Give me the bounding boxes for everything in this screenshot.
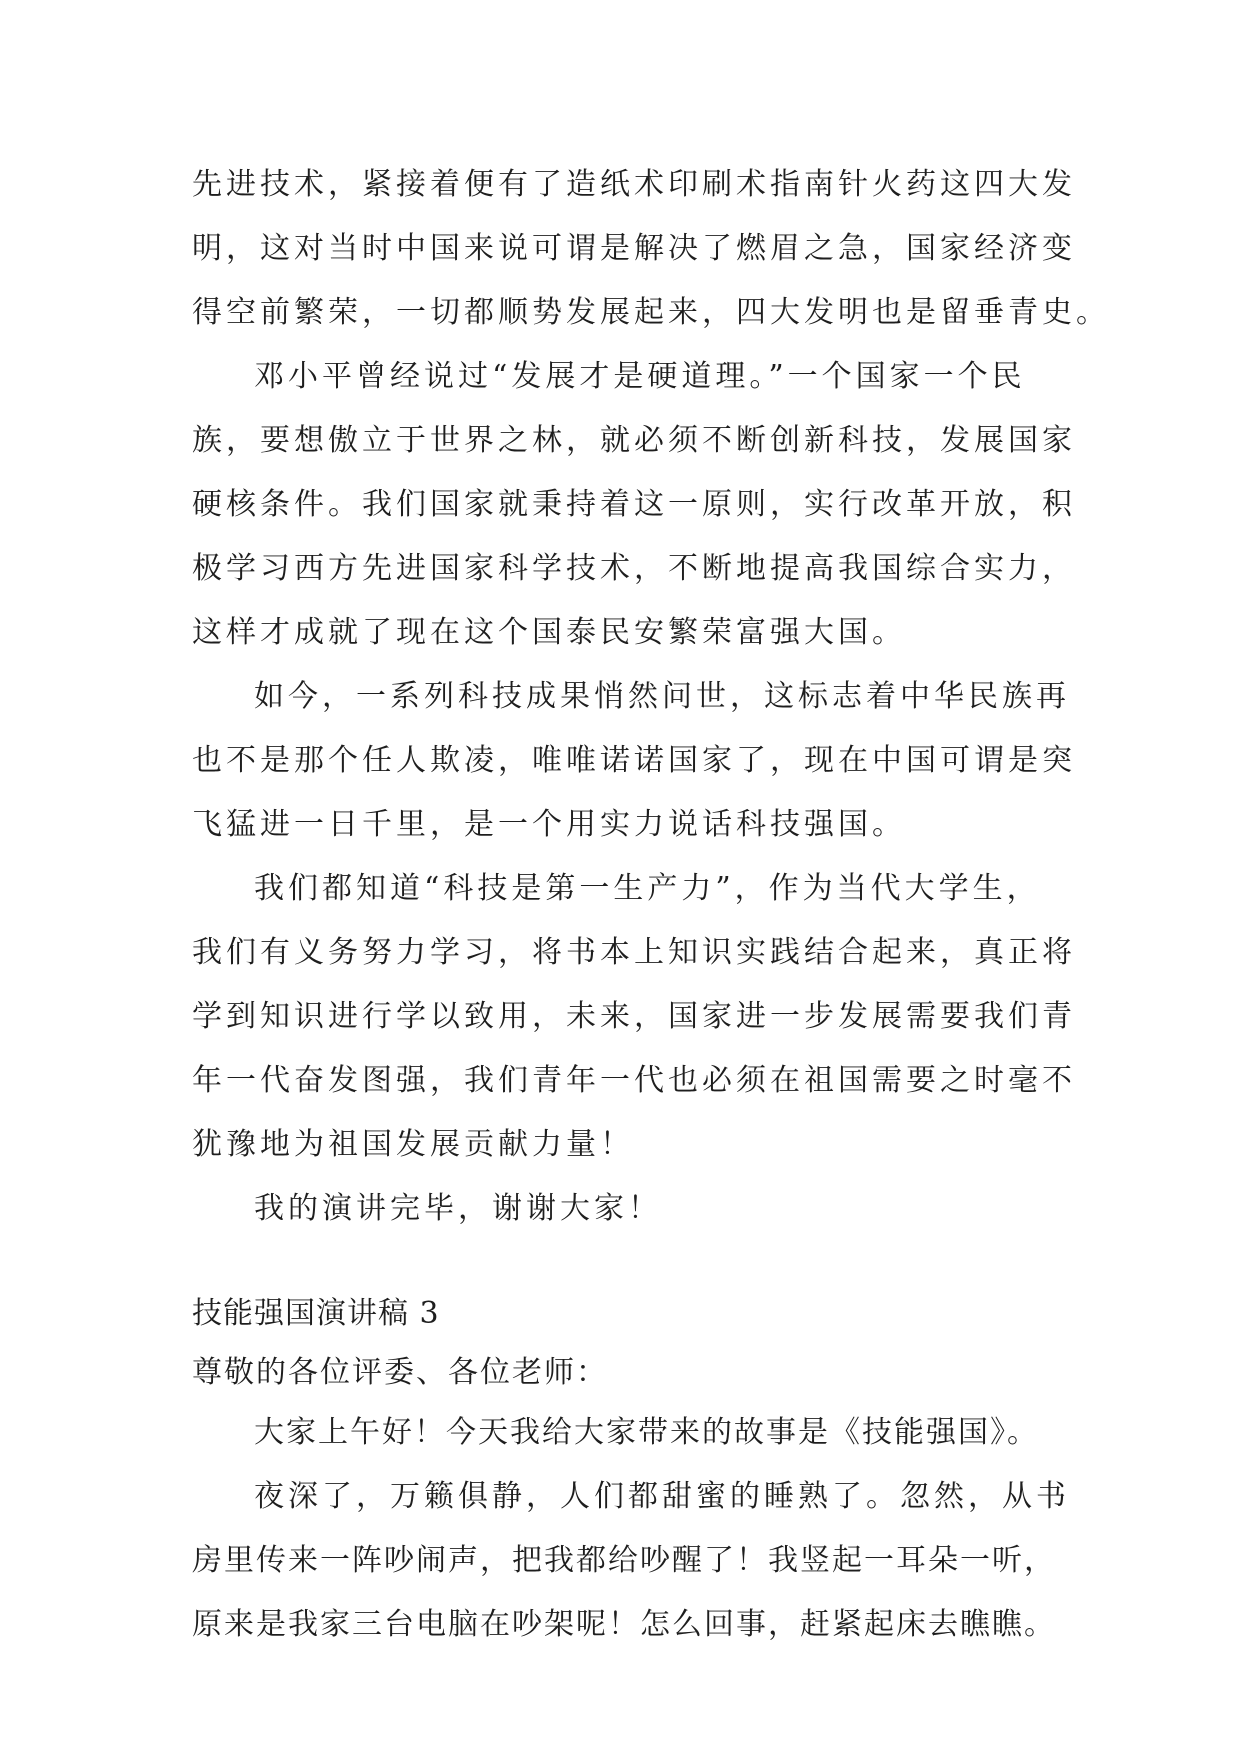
paragraph-2-line-5: 这样才成就了现在这个国泰民安繁荣富强大国。 — [192, 615, 906, 650]
paragraph-2-line-2: 族，要想傲立于世界之林，就必须不断创新科技，发展国家 — [192, 423, 1076, 458]
paragraph-1-line-3: 得空前繁荣，一切都顺势发展起来，四大发明也是留垂青史。 — [192, 295, 1110, 330]
paragraph-2-line-3: 硬核条件。我们国家就秉持着这一原则，实行改革开放，积 — [192, 487, 1076, 522]
paragraph-4-line-5: 犹豫地为祖国发展贡献力量！ — [192, 1127, 634, 1162]
paragraph-7-line-3: 原来是我家三台电脑在吵架呢！怎么回事，赶紧起床去瞧瞧。 — [192, 1607, 1056, 1642]
paragraph-4-line-3: 学到知识进行学以致用，未来，国家进一步发展需要我们青 — [192, 999, 1076, 1034]
section-title: 技能强国演讲稿 3 — [192, 1296, 440, 1331]
paragraph-4-line-4: 年一代奋发图强，我们青年一代也必须在祖国需要之时毫不 — [192, 1063, 1076, 1098]
paragraph-3-line-1: 如今，一系列科技成果悄然问世，这标志着中华民族再 — [254, 679, 1070, 714]
paragraph-2-line-4: 极学习西方先进国家科学技术，不断地提高我国综合实力， — [192, 551, 1076, 586]
paragraph-4-line-1: 我们都知道“科技是第一生产力”，作为当代大学生， — [254, 871, 1041, 906]
paragraph-2-line-1: 邓小平曾经说过“发展才是硬道理。”一个国家一个民 — [254, 359, 1026, 394]
paragraph-4-line-2: 我们有义务努力学习，将书本上知识实践结合起来，真正将 — [192, 935, 1076, 970]
paragraph-7-line-2: 房里传来一阵吵闹声，把我都给吵醒了！我竖起一耳朵一听， — [192, 1543, 1056, 1578]
paragraph-3-line-2: 也不是那个任人欺凌，唯唯诺诺国家了，现在中国可谓是突 — [192, 743, 1076, 778]
salutation: 尊敬的各位评委、各位老师： — [192, 1355, 608, 1390]
paragraph-7-line-1: 夜深了，万籁俱静，人们都甜蜜的睡熟了。忽然，从书 — [254, 1479, 1070, 1514]
paragraph-3-line-3: 飞猛进一日千里，是一个用实力说话科技强国。 — [192, 807, 906, 842]
paragraph-1-line-2: 明，这对当时中国来说可谓是解决了燃眉之急，国家经济变 — [192, 231, 1076, 266]
greeting-line: 大家上午好！今天我给大家带来的故事是《技能强国》。 — [254, 1415, 1039, 1450]
closing-line: 我的演讲完毕，谢谢大家！ — [254, 1191, 662, 1226]
paragraph-1-line-1: 先进技术，紧接着便有了造纸术印刷术指南针火药这四大发 — [192, 167, 1076, 202]
